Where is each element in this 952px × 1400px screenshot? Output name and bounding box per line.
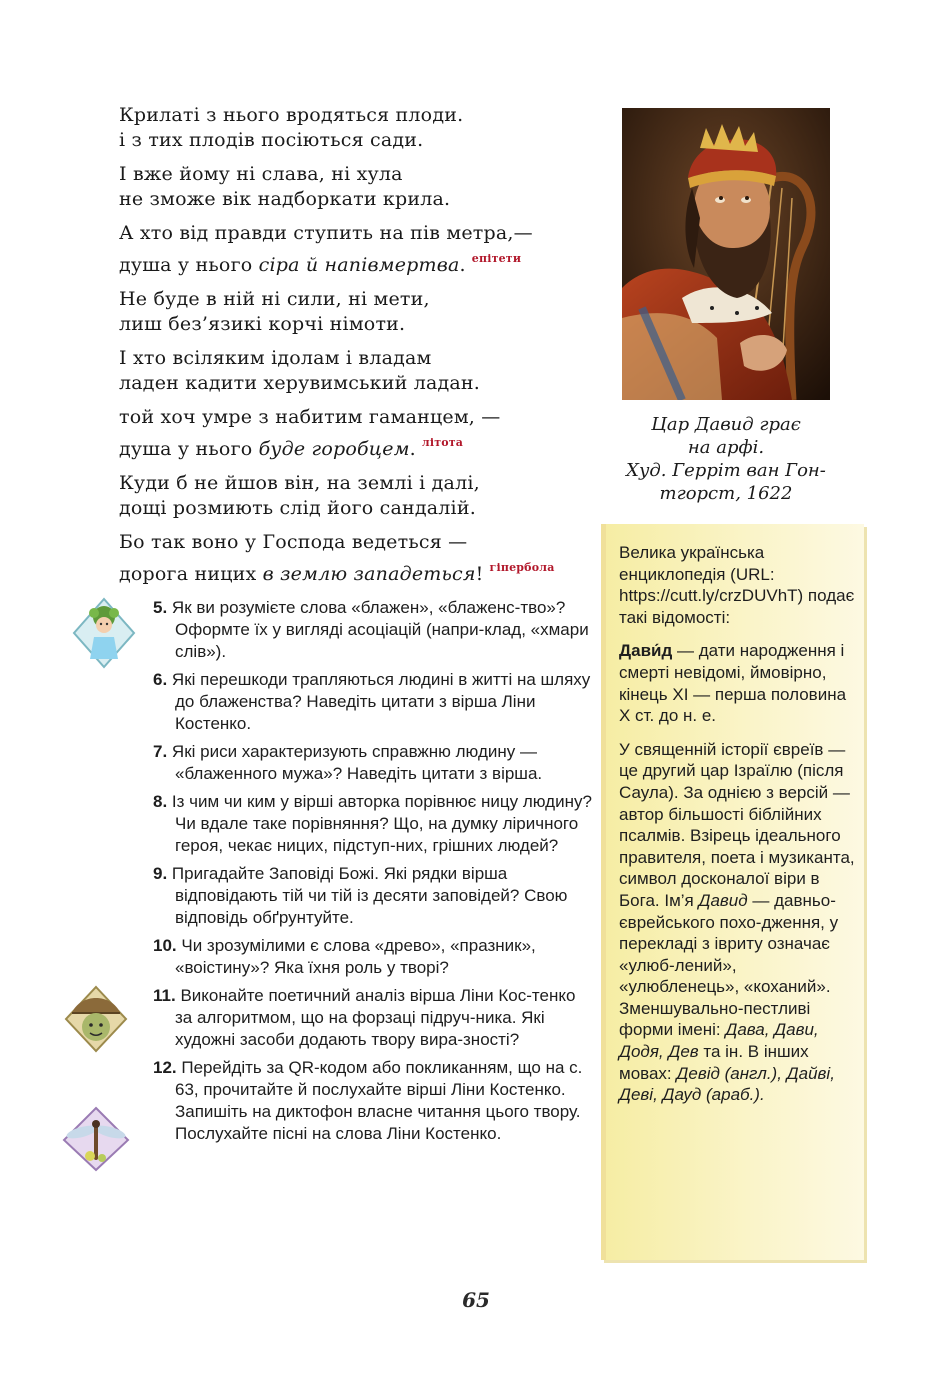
infobox-italic: Девід (англ.), Дайві, Деві, Дауд (араб.). (619, 1063, 835, 1105)
question-number: 5. (153, 598, 168, 617)
poem-line: І вже йому ні слава, ні хула (119, 163, 403, 185)
poem-line: і з тих плодів посіються сади. (119, 129, 424, 151)
highlighted-phrase: в землю западеться (262, 563, 476, 585)
page-number: 65 (462, 1288, 490, 1312)
infobox-term-text: — дати народження і смерті невідомі, ймовірно, кінець XI — перша половина X ст. до н. е. (619, 641, 847, 726)
stanza (119, 405, 589, 462)
stanza (119, 471, 589, 521)
stanza (119, 287, 589, 337)
question-item (153, 985, 593, 1051)
stanza (119, 221, 589, 278)
infobox-term: Дави́д (619, 641, 673, 661)
margin-note: гіпербола (489, 561, 555, 574)
caption-line: Худ. Герріт ван Гон- (626, 460, 826, 481)
line-text: . (459, 254, 466, 276)
infobox-text: Ім’я (664, 890, 699, 910)
line-text: ! (475, 563, 484, 585)
question-item (153, 669, 593, 735)
stanza (119, 346, 589, 396)
poem-line (119, 555, 589, 587)
infobox-text: Зменшувально-пестливі форми імені: (619, 998, 811, 1040)
infobox-italic: Дава, Дави, Додя, Дев (619, 1020, 819, 1062)
question-item (153, 597, 593, 663)
infobox-history-text: У священній історії євреїв — це другий цар Ізраїлю (після Саула). За однією з версій — автор більшості біблійних псалмів. Взірець ідеального правителя, поета і музиканта, символ досконалої віри в Бога. (619, 739, 855, 910)
question-item (153, 935, 593, 979)
poem (119, 103, 589, 596)
caption-line: Цар Давид грає (651, 414, 801, 435)
infobox-history (619, 739, 859, 1106)
infobox-text: та ін. (698, 1042, 744, 1062)
question-text: Перейдіть за QR-кодом або покликанням, що на с. 63, прочитайте й послухайте вірші Ліни Костенко. Запишіть на диктофон власне читання цього твору. Послухайте пісні на слова Ліни Костенко. (175, 1058, 583, 1143)
stanza (119, 162, 589, 212)
question-number: 10. (153, 936, 177, 955)
dragonfly-icon (60, 1104, 132, 1178)
caption-line: тгорст, 1622 (659, 483, 793, 504)
question-text: Пригадайте Заповіді Божі. Які рядки вірша відповідають тій чи тій із десяти заповідей? Свою відповідь обґрунтуйте. (171, 864, 568, 927)
question-text: Які риси характеризують справжню людину — «блаженного мужа»? Наведіть цитати з вірша. (171, 742, 543, 783)
stanza (119, 103, 589, 153)
poem-line: І хто всіляким ідолам і владам (119, 347, 432, 369)
poem-line: Крилаті з нього вродяться плоди. (119, 104, 464, 126)
stanza (119, 530, 589, 587)
question-item (153, 863, 593, 929)
king-david-portrait (622, 108, 830, 400)
question-text: Виконайте поетичний аналіз вірша Ліни Кос-тенко за алгоритмом, що на форзаці підруч-ника. Які художні засоби додають твору вира-зності? (175, 986, 576, 1049)
poem-line: дощі розмиють слід його сандалій. (119, 497, 476, 519)
question-number: 7. (153, 742, 168, 761)
fairy-icon (72, 597, 136, 673)
infobox-term-definition (619, 640, 859, 726)
margin-note: літота (421, 436, 464, 449)
caption-line: на арфі. (687, 437, 765, 458)
line-text: дорога ницих (119, 563, 263, 585)
poem-line: ладен кадити херувимський ладан. (119, 372, 481, 394)
question-item (153, 791, 593, 857)
poem-line: Не буде в ній ні сили, ні мети, (119, 288, 430, 310)
line-text: душа у нього (119, 438, 259, 460)
poem-line: Куди б не йшов він, на землі і далі, (119, 472, 480, 494)
poem-line: не зможе вік надборкати крила. (119, 188, 451, 210)
question-number: 6. (153, 670, 168, 689)
infobox-text: В інших мовах: (619, 1042, 809, 1083)
painting-caption (610, 413, 842, 505)
question-text: Які перешкоди трапляються людині в житті на шляху до блаженства? Наведіть цитати з вірша Ліни Костенко. (171, 670, 591, 733)
question-number: 9. (153, 864, 168, 883)
poem-line: Бо так воно у Господа ведеться — (119, 531, 468, 553)
question-text: Чи зрозумілими є слова «древо», «празник», «воістину»? Яка їхня роль у творі? (175, 936, 536, 977)
margin-note: епітети (471, 252, 522, 265)
question-number: 11. (153, 986, 176, 1005)
poem-line: А хто від правди ступить на пів метра,— (119, 222, 533, 244)
poem-line: той хоч умре з набитим гаманцем, — (119, 406, 501, 428)
questions-list (153, 597, 593, 1151)
poem-line (119, 246, 589, 278)
question-text: Як ви розумієте слова «блажен», «блаженс-тво»? Оформте їх у вигляді асоціацій (напри-клад, «хмари слів»). (171, 598, 589, 661)
line-text: душа у нього (119, 254, 259, 276)
mushroom-icon (62, 983, 130, 1059)
question-number: 12. (153, 1058, 177, 1077)
infobox-text: — давньо-єврейського похо-дження, у перекладі з івриту означає «улюб-лений», «улюбленець», «коханий». (619, 890, 839, 997)
infobox-intro: Велика українська енциклопедія (URL: https://cutt.ly/crzDUVhT) подає такі відомості: (619, 543, 855, 627)
question-number: 8. (153, 792, 168, 811)
encyclopedia-infobox (601, 524, 864, 1260)
highlighted-phrase: буде горобцем (258, 438, 410, 460)
question-text: Із чим чи ким у вірші авторка порівнює ницу людину? Чи вдале таке порівняння? Що, на думку ліричного героя, чекає ницих, підступ-них, грішних людей? (171, 792, 592, 855)
poem-line: лиш без’язикі корчі німоти. (119, 313, 406, 335)
poem-line (119, 430, 589, 462)
line-text: . (409, 438, 416, 460)
question-item (153, 1057, 593, 1145)
infobox-italic: Давид (698, 890, 748, 910)
question-item (153, 741, 593, 785)
highlighted-phrase: сіра й напівмертва (258, 254, 460, 276)
